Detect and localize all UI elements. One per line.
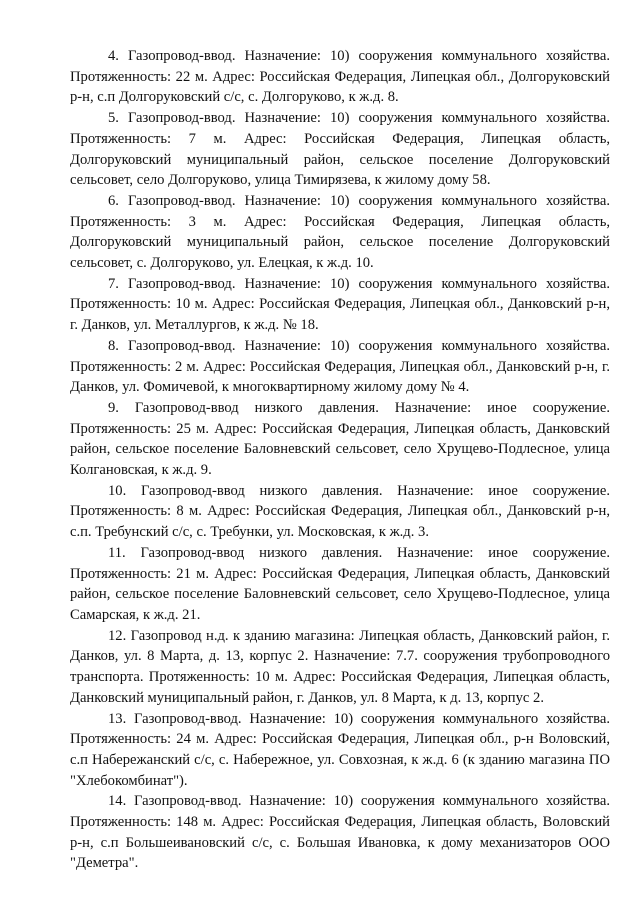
list-item: 5. Газопровод-ввод. Назначение: 10) сооружения коммунального хозяйства. Протяженность: 7 м. Адрес: Российская Федерация, Липецкая область, Долгоруковский муниципальный район, сельское поселение Долгоруковский сельсовет, село Долгоруково, улица Тимирязева, к жилому дому 58. — [70, 110, 610, 189]
list-item: 9. Газопровод-ввод низкого давления. Назначение: иное сооружение. Протяженность: 25 м. Адрес: Российская Федерация, Липецкая область, Данковский район, сельское поселение Баловневский сельсовет, село Хрущево-Подлесное, улица Колгановская, к ж.д. 9. — [70, 399, 610, 479]
list-item: 10. Газопровод-ввод низкого давления. Назначение: иное сооружение. Протяженность: 8 м. Адрес: Российская Федерация, Липецкая обл., Данковский р-н, с.п. Требунский с/с, с. Требунки, ул. Московская, к ж.д. 3. — [70, 482, 610, 541]
list-item: 11. Газопровод-ввод низкого давления. Назначение: иное сооружение. Протяженность: 21 м. Адрес: Российская Федерация, Липецкая область, Данковский район, сельское поселение Баловневский сельсовет, село Хрущево-Подлесное, улица Самарская, к ж.д. 21. — [70, 544, 610, 623]
list-item: 4. Газопровод-ввод. Назначение: 10) сооружения коммунального хозяйства. Протяженность: 22 м. Адрес: Российская Федерация, Липецкая обл., Долгоруковский р-н, с.п Долгоруковский с/с, с. Долгоруково, к ж.д. 8. — [70, 48, 610, 106]
list-item: 12. Газопровод н.д. к зданию магазина: Липецкая область, Данковский район, г. Данков, ул. 8 Марта, д. 13, корпус 2. Назначение: 7.7. сооружения трубопроводного транспорта. Протяженность: 10 м. Адрес: Российская Федерация, Липецкая область, Данковский муниципальный район, г. Данков, ул. 8 Марта, к д. 13, корпус 2. — [70, 627, 610, 706]
document-page — [70, 46, 610, 874]
list-item: 6. Газопровод-ввод. Назначение: 10) сооружения коммунального хозяйства. Протяженность: 3 м. Адрес: Российская Федерация, Липецкая область, Долгоруковский муниципальный район, сельское поселение Долгоруковский сельсовет, с. Долгоруково, ул. Елецкая, к ж.д. 10. — [70, 192, 610, 272]
list-item: 7. Газопровод-ввод. Назначение: 10) сооружения коммунального хозяйства. Протяженность: 10 м. Адрес: Российская Федерация, Липецкая обл., Данковский р-н, г. Данков, ул. Металлургов, к ж.д. № 18. — [70, 275, 610, 334]
list-item: 13. Газопровод-ввод. Назначение: 10) сооружения коммунального хозяйства. Протяженность: 24 м. Адрес: Российская Федерация, Липецкая обл., р-н Воловский, с.п Набережанский с/с, с. Набережное, ул. Совхозная, к ж.д. 6 (к зданию магазина ПО "Хлебокомбинат"). — [70, 710, 610, 789]
list-item: 14. Газопровод-ввод. Назначение: 10) сооружения коммунального хозяйства. Протяженность: 148 м. Адрес: Российская Федерация, Липецкая область, Воловский р-н, с.п Большеивановский с/с, с. Большая Ивановка, к дому механизаторов ООО "Деметра". — [70, 793, 610, 872]
list-item: 8. Газопровод-ввод. Назначение: 10) сооружения коммунального хозяйства. Протяженность: 2 м. Адрес: Российская Федерация, Липецкая обл., Данковский р-н, г. Данков, ул. Фомичевой, к многоквартирному жилому дому № 4. — [70, 337, 610, 396]
